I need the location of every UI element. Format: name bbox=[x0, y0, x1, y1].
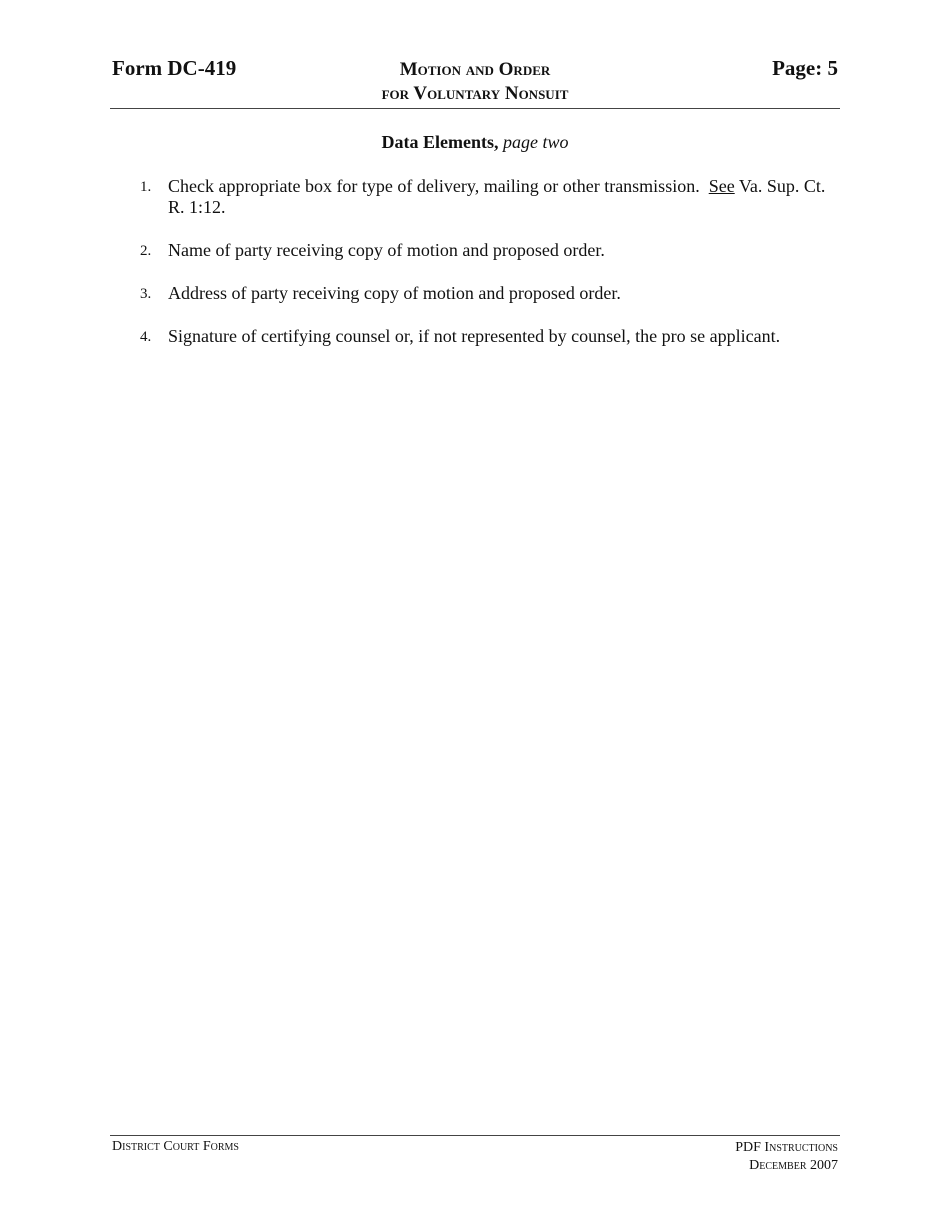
footer-left-text: District Court Forms bbox=[112, 1139, 239, 1154]
list-item bbox=[140, 240, 830, 261]
list-item bbox=[140, 283, 830, 304]
item-number: 2. bbox=[140, 243, 152, 259]
data-elements-list bbox=[140, 176, 830, 369]
list-item bbox=[140, 326, 830, 347]
page-header bbox=[110, 56, 840, 109]
list-item bbox=[140, 176, 830, 218]
item-text: Check appropriate box for type of delivery, mailing or other transmission. bbox=[168, 176, 700, 196]
section-title-italic: page two bbox=[502, 132, 569, 152]
item-number: 3. bbox=[140, 286, 152, 302]
item-text: Name of party receiving copy of motion and proposed order. bbox=[168, 240, 605, 260]
form-id: Form DC-419 bbox=[112, 56, 237, 80]
see-reference: See bbox=[708, 176, 735, 196]
item-text: Signature of certifying counsel or, if not represented by counsel, the pro se applicant. bbox=[168, 326, 781, 346]
footer-right-line-2: December 2007 bbox=[749, 1158, 838, 1173]
item-text-after: Va. Sup. Ct. R. 1:12. bbox=[168, 176, 826, 217]
section-title-bold: Data Elements, bbox=[381, 132, 499, 152]
item-number: 1. bbox=[140, 179, 152, 195]
item-number: 4. bbox=[140, 329, 152, 345]
section-title bbox=[110, 132, 840, 153]
page-footer bbox=[110, 1135, 840, 1173]
footer-right-line-1: PDF Instructions bbox=[735, 1140, 838, 1155]
document-title-line-2: for Voluntary Nonsuit bbox=[381, 83, 569, 104]
document-title bbox=[110, 58, 840, 106]
page-number: Page: 5 bbox=[772, 56, 838, 80]
document-title-line-1: Motion and Order bbox=[399, 59, 551, 80]
item-text: Address of party receiving copy of motion and proposed order. bbox=[168, 283, 621, 303]
footer-right-text bbox=[735, 1139, 838, 1175]
